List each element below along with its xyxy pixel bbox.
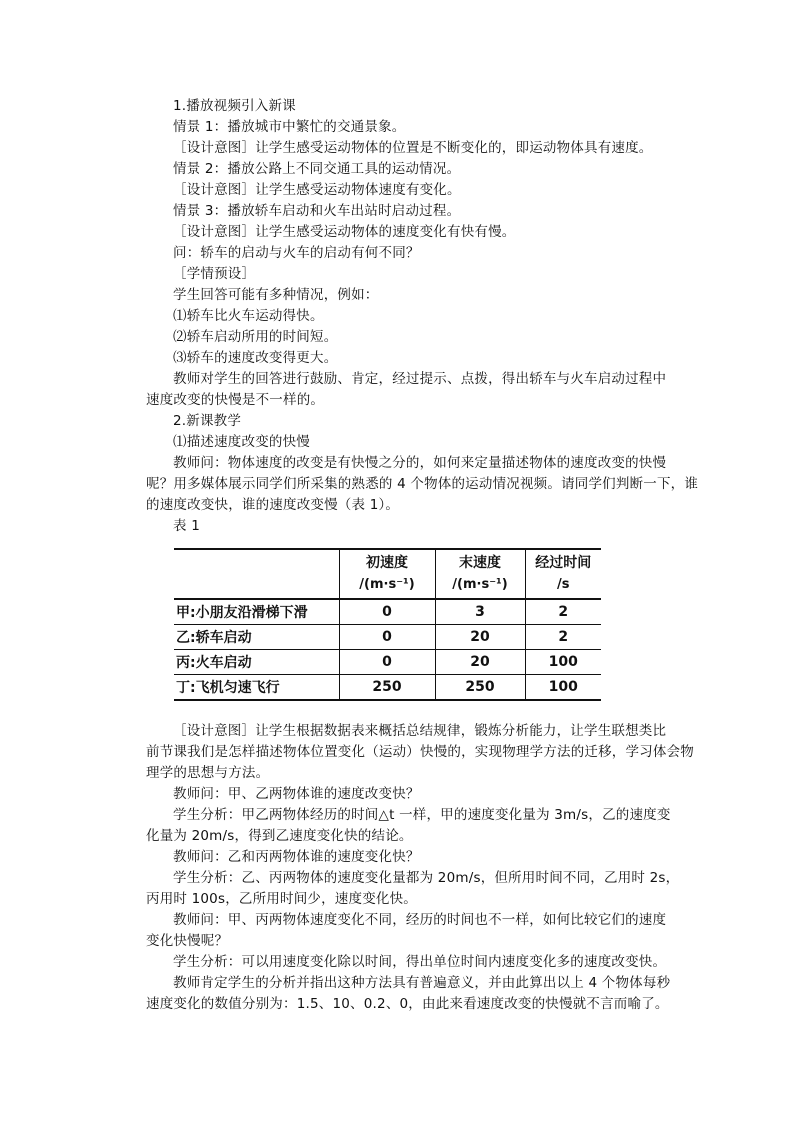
- answer-2: ⑵轿车启动所用的时间短。: [173, 329, 338, 345]
- row-object-name: 乙:轿车启动: [174, 625, 339, 650]
- design-intent-4-line-2: 前节课我们是怎样描述物体位置变化（运动）快慢的，实现物理学方法的迁移，学习体会物: [146, 744, 694, 760]
- header-elapsed-time: 经过时间 /s: [525, 549, 601, 599]
- row-object-name: 丙:火车启动: [174, 650, 339, 675]
- design-intent-1: ［设计意图］让学生感受运动物体的位置是不断变化的，即运动物体具有速度。: [173, 140, 653, 156]
- teacher-conclusion-line-1: 教师肯定学生的分析并指出这种方法具有普遍意义，并由此算出以上 4 个物体每秒: [173, 975, 671, 991]
- row-object-name: 甲:小朋友沿滑梯下滑: [174, 599, 339, 625]
- design-intent-3: ［设计意图］让学生感受运动物体的速度变化有快有慢。: [173, 224, 516, 240]
- teacher-question-jia-yi: 教师问：甲、乙两物体谁的速度改变快？: [173, 786, 420, 802]
- row-initial-velocity: 0: [339, 625, 435, 650]
- row-final-velocity: 20: [435, 625, 525, 650]
- row-final-velocity: 3: [435, 599, 525, 625]
- header-final-velocity: 末速度 /(m·s⁻¹): [435, 549, 525, 599]
- student-analysis-1-line-1: 学生分析：甲乙两物体经历的时间△t 一样，甲的速度变化量为 3m/s，乙的速度变: [173, 807, 671, 823]
- design-intent-4-line-3: 理学的思想与方法。: [146, 765, 270, 781]
- student-preset-heading: ［学情预设］: [173, 266, 256, 282]
- row-elapsed-time: 2: [525, 599, 601, 625]
- row-final-velocity: 20: [435, 650, 525, 675]
- table-row: [174, 625, 601, 650]
- row-object-name: 丁:飞机匀速飞行: [174, 675, 339, 701]
- teacher-conclusion-line-2: 速度变化的数值分别为：1.5、10、0.2、0，由此来看速度改变的快慢就不言而喻了。: [146, 996, 669, 1012]
- student-analysis-1-line-2: 化量为 20m/s，得到乙速度变化快的结论。: [146, 828, 413, 844]
- answer-3: ⑶轿车的速度改变得更大。: [173, 350, 338, 366]
- scene-3-text: 情景 3：播放轿车启动和火车出站时启动过程。: [173, 203, 461, 219]
- header-initial-velocity: 初速度 /(m·s⁻¹): [339, 549, 435, 599]
- row-initial-velocity: 0: [339, 650, 435, 675]
- table-header-row: [174, 549, 601, 599]
- scene-2-text: 情景 2：播放公路上不同交通工具的运动情况。: [173, 161, 461, 177]
- section-heading-new-lesson: 2.新课教学: [173, 413, 242, 429]
- design-intent-4-line-1: ［设计意图］让学生根据数据表来概括总结规律，锻炼分析能力，让学生联想类比: [173, 723, 667, 739]
- answer-1: ⑴轿车比火车运动得快。: [173, 308, 324, 324]
- teacher-question-jia-bing-line-2: 变化快慢呢？: [146, 933, 229, 949]
- teacher-question-line-1: 教师问：物体速度的改变是有快慢之分的，如何来定量描述物体的速度改变的快慢: [173, 455, 667, 471]
- scene-1-text: 情景 1：播放城市中繁忙的交通景象。: [173, 119, 406, 135]
- row-elapsed-time: 2: [525, 625, 601, 650]
- design-intent-2: ［设计意图］让学生感受运动物体速度有变化。: [173, 182, 461, 198]
- student-analysis-3: 学生分析：可以用速度变化除以时间，得出单位时间内速度变化多的速度改变快。: [173, 954, 667, 970]
- header-object: [174, 549, 339, 599]
- teacher-question-line-3: 的速度改变快，谁的速度改变慢（表 1）。: [146, 497, 400, 513]
- table-row: [174, 675, 601, 701]
- student-answers-intro: 学生回答可能有多种情况，例如：: [173, 287, 379, 303]
- row-initial-velocity: 0: [339, 599, 435, 625]
- row-elapsed-time: 100: [525, 675, 601, 701]
- table-row: [174, 650, 601, 675]
- teacher-question-yi-bing: 教师问：乙和丙两物体谁的速度变化快？: [173, 849, 420, 865]
- subsection-heading-speed-change: ⑴描述速度改变的快慢: [173, 434, 310, 450]
- section-heading-video-intro: 1.播放视频引入新课: [173, 98, 296, 114]
- question-text: 问：轿车的启动与火车的启动有何不同？: [173, 245, 420, 261]
- student-analysis-2-line-1: 学生分析：乙、丙两物体的速度变化量都为 20m/s，但所用时间不同，乙用时 2s，: [173, 870, 680, 886]
- row-initial-velocity: 250: [339, 675, 435, 701]
- row-final-velocity: 250: [435, 675, 525, 701]
- table-caption: 表 1: [173, 518, 200, 534]
- teacher-feedback-line-2: 速度改变的快慢是不一样的。: [146, 392, 325, 408]
- teacher-feedback-line-1: 教师对学生的回答进行鼓励、肯定，经过提示、点拨，得出轿车与火车启动过程中: [173, 371, 667, 387]
- table-row: [174, 599, 601, 625]
- teacher-question-line-2: 呢？用多媒体展示同学们所采集的熟悉的 4 个物体的运动情况视频。请同学们判断一下，谁: [146, 476, 699, 492]
- row-elapsed-time: 100: [525, 650, 601, 675]
- student-analysis-2-line-2: 丙用时 100s，乙所用时间少，速度变化快。: [146, 891, 417, 907]
- motion-data-table: [174, 548, 601, 701]
- teacher-question-jia-bing-line-1: 教师问：甲、丙两物体速度变化不同，经历的时间也不一样，如何比较它们的速度: [173, 912, 667, 928]
